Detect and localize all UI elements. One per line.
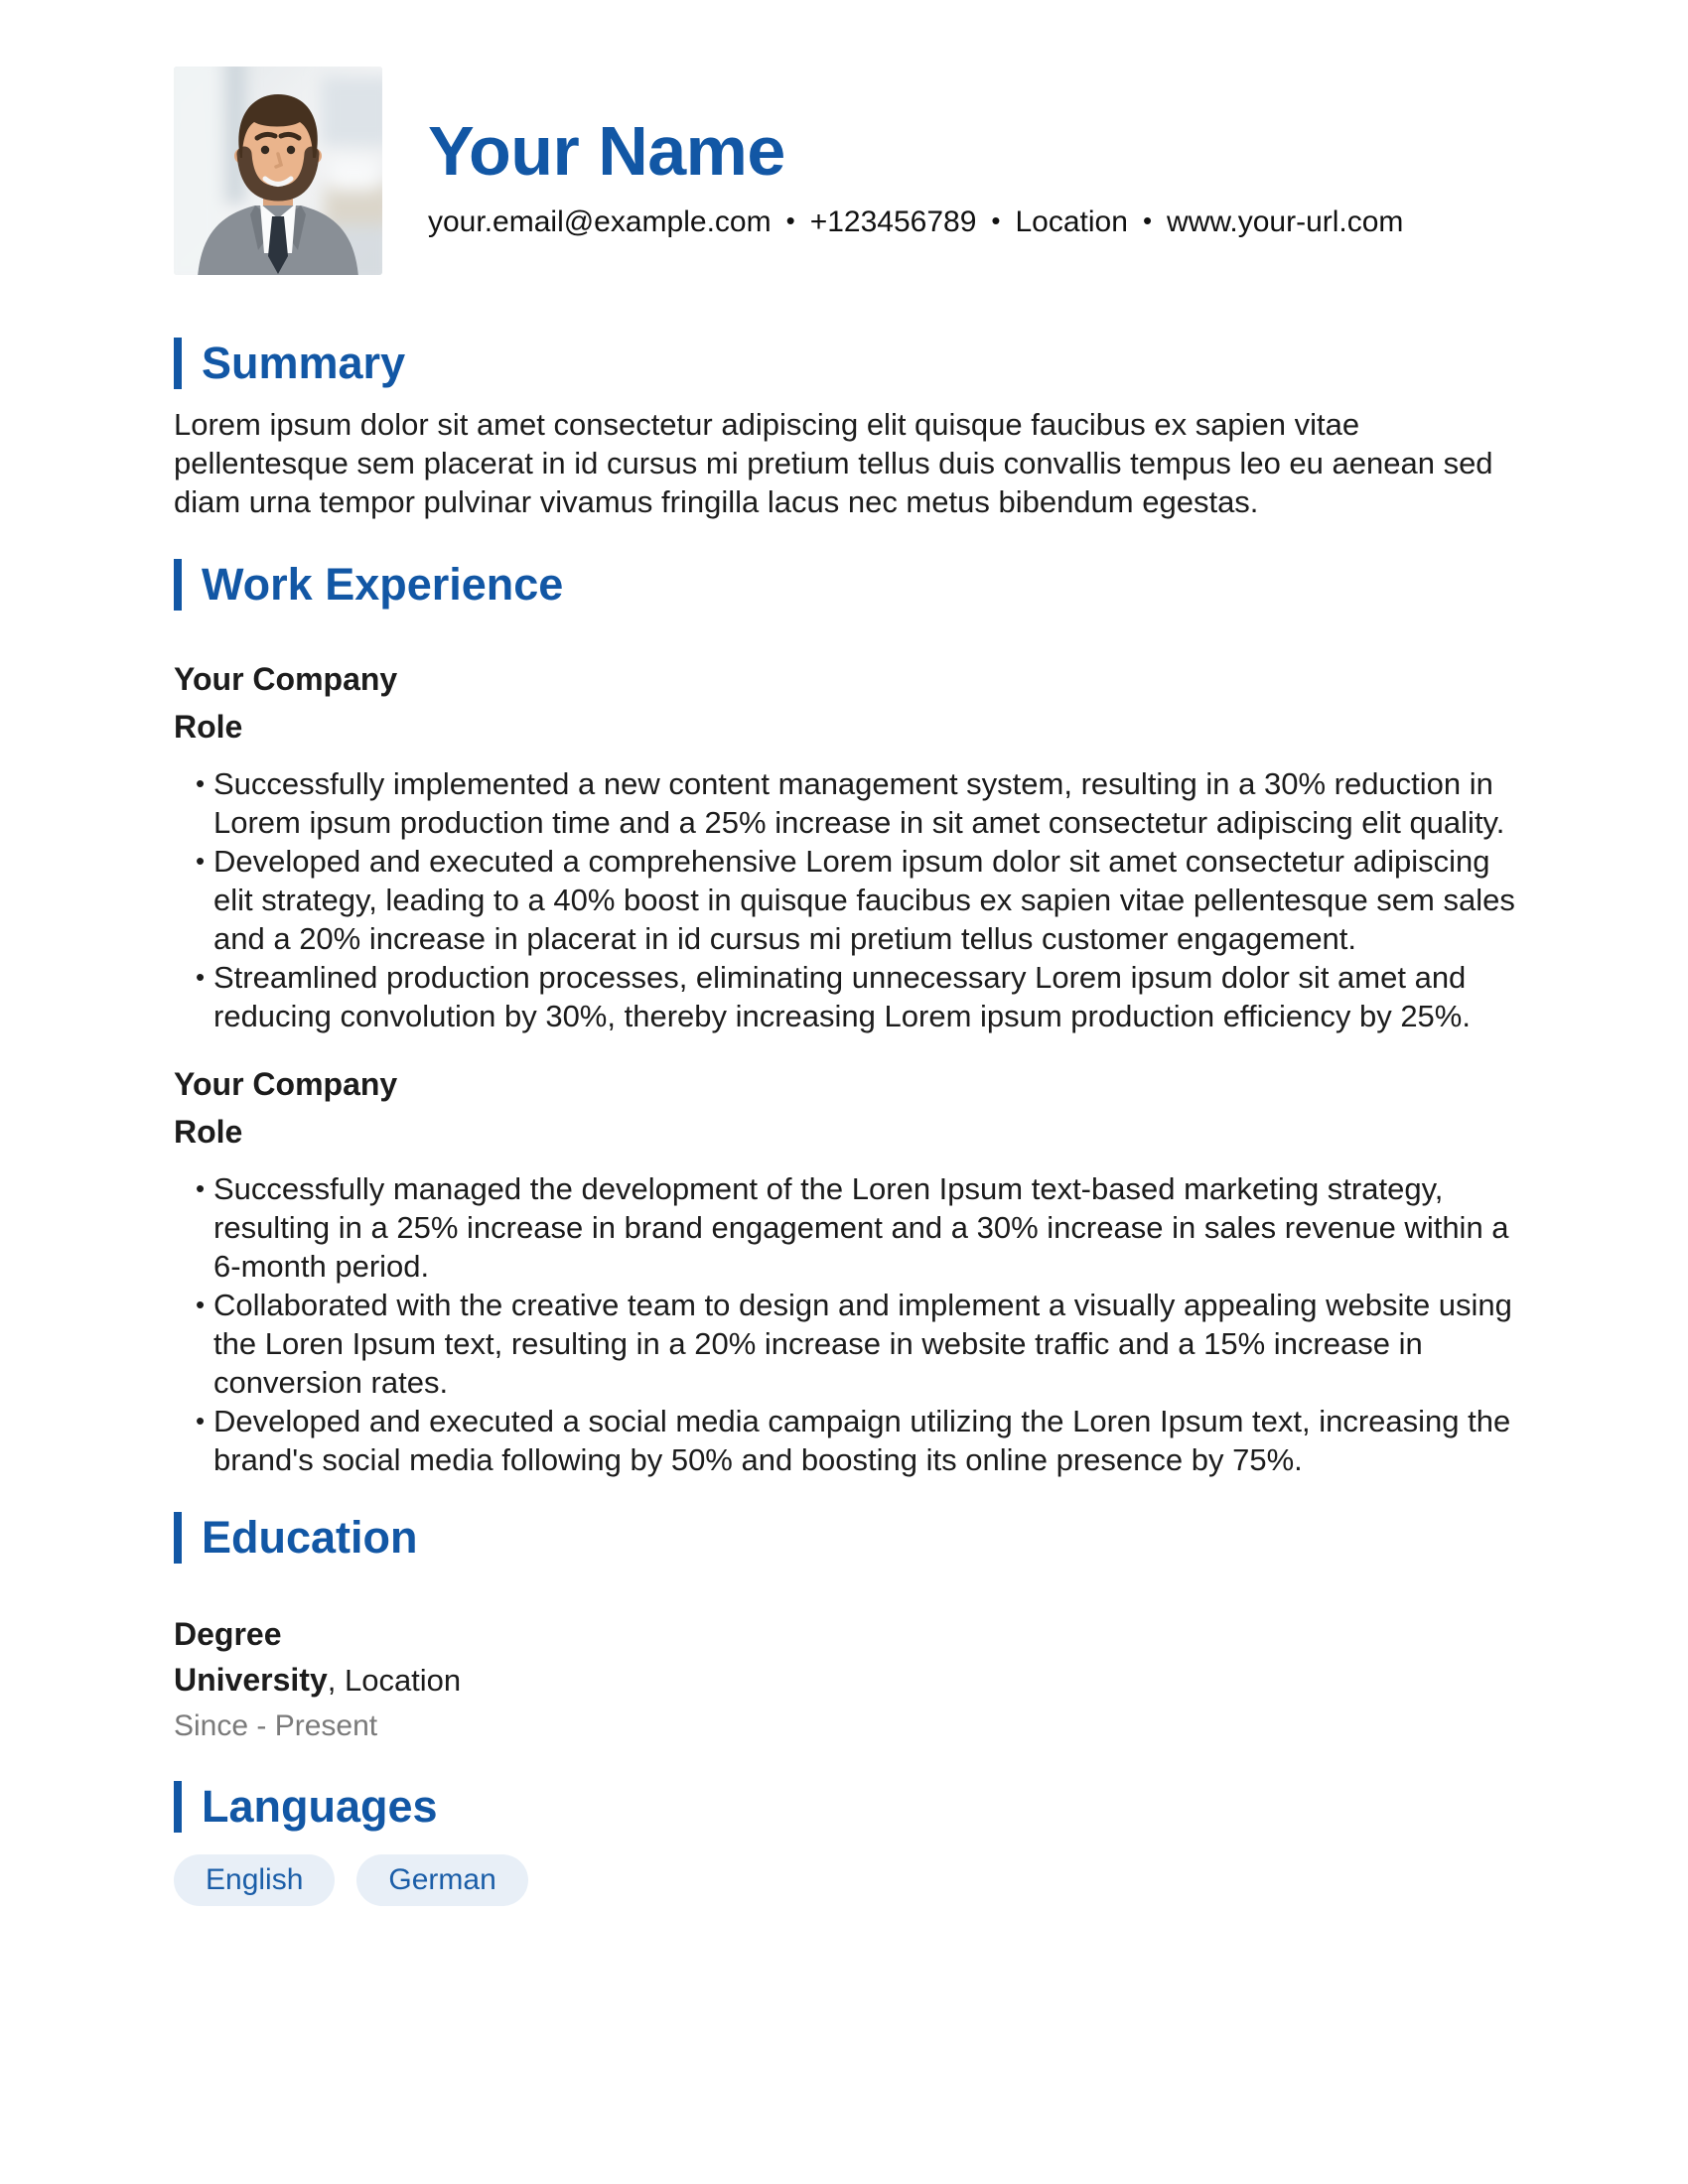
company-name: Your Company xyxy=(174,661,398,697)
job-role: Role xyxy=(174,1114,243,1150)
job-entry xyxy=(174,660,1524,1035)
language-pill-list xyxy=(174,1854,1524,1906)
section-work-experience xyxy=(174,559,1524,1479)
section-education xyxy=(174,1512,1524,1745)
job-bullet: • Streamlined production processes, eliminating unnecessary Lorem ipsum dolor sit amet and reducing convolution by 30%, thereby increasing Lorem ipsum production efficiency by 25%. xyxy=(196,958,1524,1035)
contact-email: your.email@example.com xyxy=(428,205,772,238)
contact-separator: • xyxy=(1142,205,1153,235)
degree-name: Degree xyxy=(174,1616,282,1652)
education-heading: Education xyxy=(174,1512,1524,1564)
contact-separator: • xyxy=(991,205,1001,235)
contact-location: Location xyxy=(1015,205,1128,238)
job-bullet: • Successfully implemented a new content management system, resulting in a 30% reduction in Lorem ipsum production time and a 25% increase in sit amet consectetur adipiscing elit quality. xyxy=(196,764,1524,842)
university-line xyxy=(174,1661,1524,1700)
language-pill: English xyxy=(174,1854,335,1906)
contact-phone: +123456789 xyxy=(809,205,977,238)
language-pill: German xyxy=(356,1854,527,1906)
page-title: Your Name xyxy=(428,112,785,190)
work-experience-heading: Work Experience xyxy=(174,559,1524,611)
job-bullet-list xyxy=(174,1169,1524,1479)
profile-photo xyxy=(174,67,382,275)
job-entry xyxy=(174,1065,1524,1479)
section-languages xyxy=(174,1781,1524,1906)
summary-heading: Summary xyxy=(174,338,1524,389)
job-role: Role xyxy=(174,709,243,745)
contact-line xyxy=(428,205,1524,239)
job-bullet: • Collaborated with the creative team to design and implement a visually appealing website using the Loren Ipsum text, resulting in a 20% increase in website traffic and a 15% increase in conversion rates. xyxy=(196,1286,1524,1402)
identity-block xyxy=(428,67,1524,239)
headshot-illustration xyxy=(174,67,382,275)
job-bullet: • Developed and executed a social media campaign utilizing the Loren Ipsum text, increasing the brand's social media following by 50% and boosting its online presence by 75%. xyxy=(196,1402,1524,1479)
section-summary xyxy=(174,338,1524,521)
education-dates: Since - Present xyxy=(174,1709,378,1742)
job-bullet: • Successfully managed the development of the Loren Ipsum text-based marketing strategy, resulting in a 25% increase in brand engagement and a 30% increase in sales revenue within a 6-month period. xyxy=(196,1169,1524,1286)
summary-text: Lorem ipsum dolor sit amet consectetur adipiscing elit quisque faucibus ex sapien vitae pellentesque sem placerat in id cursus mi pretium tellus duis convallis tempus leo eu aenean sed diam urna tempor pulvinar vivamus fringilla lacus nec metus bibendum egestas. xyxy=(174,407,1493,519)
company-name: Your Company xyxy=(174,1066,398,1102)
header xyxy=(174,67,1524,275)
languages-heading: Languages xyxy=(174,1781,1524,1833)
contact-website: www.your-url.com xyxy=(1167,205,1404,238)
job-bullet: • Developed and executed a comprehensive Lorem ipsum dolor sit amet consectetur adipiscing elit strategy, leading to a 40% boost in quisque faucibus ex sapien vitae pellentesque sem sales and a 20% increase in placerat in id cursus mi pretium tellus customer engagement. xyxy=(196,842,1524,958)
contact-separator: • xyxy=(785,205,795,235)
university-name: University xyxy=(174,1662,328,1698)
job-bullet-list xyxy=(174,764,1524,1035)
university-location: , Location xyxy=(327,1663,462,1698)
